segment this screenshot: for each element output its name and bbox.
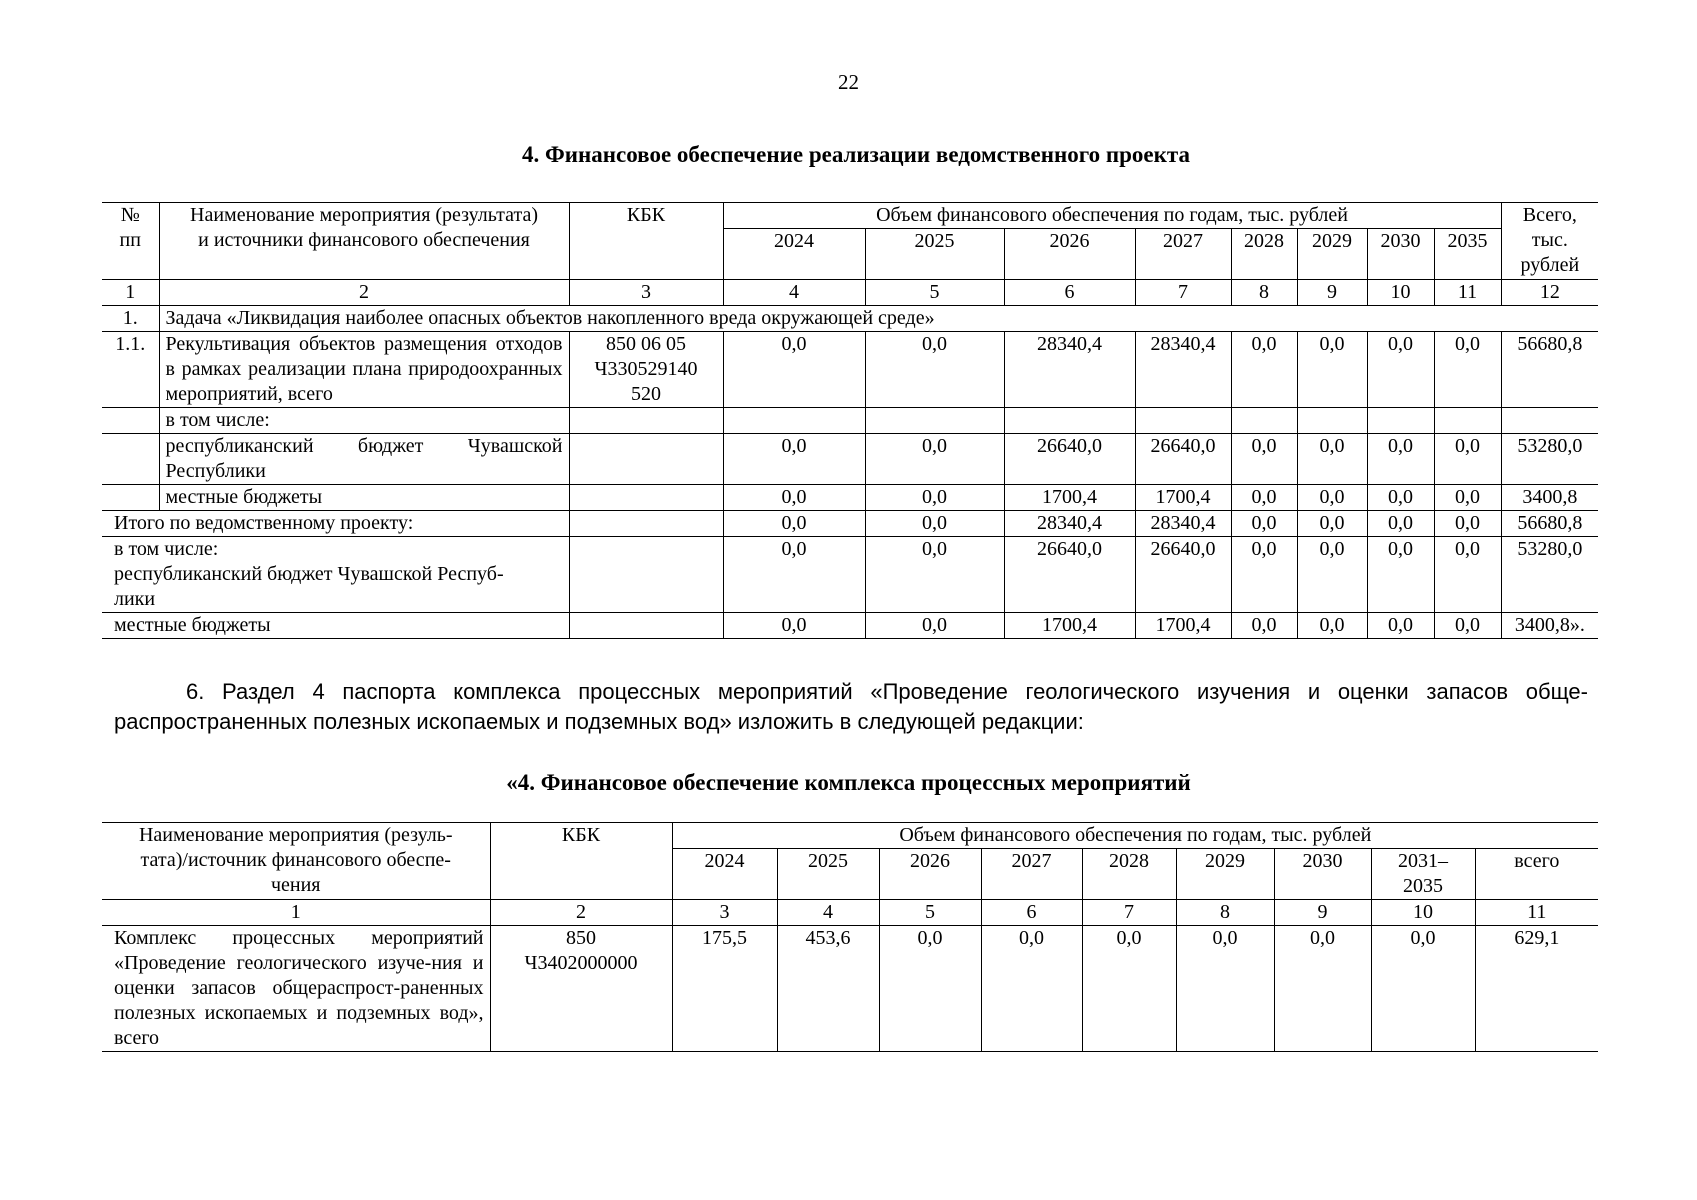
value-cell: 28340,4 — [1135, 332, 1231, 408]
value-cell: 1700,4 — [1004, 613, 1135, 639]
page-number: 22 — [838, 70, 859, 94]
value-cell: 0,0 — [1434, 511, 1501, 537]
value-cell: 28340,4 — [1004, 332, 1135, 408]
value-cell: 0,0 — [723, 485, 865, 511]
value-cell: 0,0 — [723, 332, 865, 408]
value-cell: 0,0 — [1297, 485, 1367, 511]
value-cell — [1135, 408, 1231, 434]
summary-row — [102, 511, 1598, 537]
table-row — [102, 926, 1598, 1052]
row-kbk: 850 Ч3402000000 — [490, 926, 672, 1052]
value-cell: 0,0 — [1367, 537, 1434, 613]
header-year: 2024 — [723, 229, 865, 280]
row-total: 53280,0 — [1501, 434, 1598, 485]
col-number: 11 — [1475, 900, 1598, 926]
header-year: 2031– 2035 — [1371, 849, 1475, 900]
col-number: 7 — [1082, 900, 1176, 926]
row-total: 3400,8 — [1501, 485, 1598, 511]
header-year: 2027 — [1135, 229, 1231, 280]
summary-total: 3400,8». — [1501, 613, 1598, 639]
value-cell: 0,0 — [1297, 537, 1367, 613]
value-cell: 0,0 — [1297, 332, 1367, 408]
value-cell: 1700,4 — [1135, 613, 1231, 639]
value-cell: 0,0 — [1434, 537, 1501, 613]
value-cell: 0,0 — [865, 537, 1004, 613]
section2-title: «4. Финансовое обеспечение комплекса процессных мероприятий — [506, 770, 1191, 795]
value-cell: 0,0 — [723, 613, 865, 639]
table-row — [102, 485, 1598, 511]
header-year: 2035 — [1434, 229, 1501, 280]
col-number: 1 — [102, 280, 159, 306]
row-num — [102, 434, 159, 485]
header-year: 2030 — [1274, 849, 1371, 900]
row-kbk: 850 06 05 Ч330529140 520 — [569, 332, 723, 408]
header-year: 2029 — [1297, 229, 1367, 280]
value-cell: 0,0 — [1434, 332, 1501, 408]
row-total: 56680,8 — [1501, 332, 1598, 408]
value-cell — [1231, 408, 1297, 434]
header-year: 2027 — [981, 849, 1082, 900]
header-total: всего — [1475, 849, 1598, 900]
table-row — [102, 332, 1598, 408]
value-cell: 0,0 — [865, 511, 1004, 537]
header-volume: Объем финансового обеспечения по годам, тыс. рублей — [723, 203, 1501, 229]
row-name: Комплекс процессных мероприятий «Проведение геологического изуче-ния и оценки запасов общераспрост-раненных полезных ископаемых и подземных вод», всего — [102, 926, 490, 1052]
value-cell: 28340,4 — [1004, 511, 1135, 537]
summary-kbk — [569, 511, 723, 537]
value-cell: 0,0 — [1176, 926, 1274, 1052]
summary-name: местные бюджеты — [102, 613, 569, 639]
col-number: 11 — [1434, 280, 1501, 306]
value-cell: 0,0 — [1231, 613, 1297, 639]
value-cell: 0,0 — [865, 613, 1004, 639]
value-cell: 0,0 — [723, 511, 865, 537]
col-number: 2 — [159, 280, 569, 306]
value-cell: 0,0 — [1367, 332, 1434, 408]
project-financing-table — [102, 202, 1598, 639]
section1-title: 4. Финансовое обеспечение реализации ведомственного проекта — [522, 142, 1190, 167]
value-cell: 0,0 — [723, 537, 865, 613]
value-cell: 0,0 — [981, 926, 1082, 1052]
value-cell: 26640,0 — [1004, 434, 1135, 485]
header-volume: Объем финансового обеспечения по годам, тыс. рублей — [672, 823, 1598, 849]
summary-total: 53280,0 — [1501, 537, 1598, 613]
value-cell: 0,0 — [1231, 434, 1297, 485]
header-year: 2029 — [1176, 849, 1274, 900]
header-kbk: КБК — [490, 823, 672, 900]
value-cell: 0,0 — [1434, 613, 1501, 639]
col-number: 8 — [1176, 900, 1274, 926]
col-number: 6 — [1004, 280, 1135, 306]
header-year: 2028 — [1082, 849, 1176, 900]
col-number: 2 — [490, 900, 672, 926]
col-number: 1 — [102, 900, 490, 926]
task-row — [102, 306, 1598, 332]
row-kbk — [569, 485, 723, 511]
col-number: 9 — [1297, 280, 1367, 306]
value-cell — [723, 408, 865, 434]
value-cell: 0,0 — [1371, 926, 1475, 1052]
header-year: 2026 — [1004, 229, 1135, 280]
column-numbers-row — [102, 280, 1598, 306]
col-number: 4 — [723, 280, 865, 306]
value-cell — [1297, 408, 1367, 434]
value-cell: 0,0 — [1231, 537, 1297, 613]
paragraph-text: 6. Раздел 4 паспорта комплекса процессных мероприятий «Проведение геологического изучения и оценки запасов обще-распространенных полезных ископаемых и подземных вод» изложить в следующей редакции: — [114, 679, 1588, 734]
value-cell: 0,0 — [1231, 332, 1297, 408]
value-cell — [865, 408, 1004, 434]
col-number: 4 — [777, 900, 879, 926]
value-cell: 0,0 — [865, 485, 1004, 511]
col-number: 12 — [1501, 280, 1598, 306]
row-num — [102, 485, 159, 511]
col-number: 10 — [1367, 280, 1434, 306]
header-year: 2025 — [777, 849, 879, 900]
value-cell: 0,0 — [1231, 511, 1297, 537]
value-cell: 26640,0 — [1135, 537, 1231, 613]
value-cell — [1434, 408, 1501, 434]
row-kbk — [569, 408, 723, 434]
row-num: 1.1. — [102, 332, 159, 408]
value-cell: 0,0 — [1082, 926, 1176, 1052]
value-cell: 0,0 — [1297, 613, 1367, 639]
col-number: 5 — [879, 900, 981, 926]
value-cell: 0,0 — [1434, 434, 1501, 485]
value-cell: 0,0 — [1367, 613, 1434, 639]
header-year: 2026 — [879, 849, 981, 900]
header-name: Наименование мероприятия (резуль- тата)/источник финансового обеспе- чения — [102, 823, 490, 900]
summary-row — [102, 613, 1598, 639]
value-cell: 0,0 — [1297, 434, 1367, 485]
header-year: 2028 — [1231, 229, 1297, 280]
col-number: 8 — [1231, 280, 1297, 306]
header-year: 2025 — [865, 229, 1004, 280]
col-number: 3 — [569, 280, 723, 306]
row-num — [102, 408, 159, 434]
value-cell: 0,0 — [1367, 511, 1434, 537]
summary-name: в том числе: республиканский бюджет Чувашской Респуб- лики — [102, 537, 569, 613]
header-year: 2024 — [672, 849, 777, 900]
header-kbk: КБК — [569, 203, 723, 280]
summary-kbk — [569, 613, 723, 639]
value-cell: 0,0 — [1367, 485, 1434, 511]
task-num: 1. — [102, 306, 159, 332]
amendment-paragraph — [114, 677, 1588, 737]
row-name: в том числе: — [159, 408, 569, 434]
col-number: 9 — [1274, 900, 1371, 926]
value-cell: 26640,0 — [1004, 537, 1135, 613]
col-number: 5 — [865, 280, 1004, 306]
value-cell — [1367, 408, 1434, 434]
value-cell: 0,0 — [1367, 434, 1434, 485]
value-cell: 1700,4 — [1135, 485, 1231, 511]
col-number: 6 — [981, 900, 1082, 926]
value-cell: 0,0 — [723, 434, 865, 485]
row-total — [1501, 408, 1598, 434]
summary-name: Итого по ведомственному проекту: — [102, 511, 569, 537]
row-name: местные бюджеты — [159, 485, 569, 511]
summary-row — [102, 537, 1598, 613]
table-row — [102, 434, 1598, 485]
row-kbk — [569, 434, 723, 485]
header-total: Всего, тыс. рублей — [1501, 203, 1598, 280]
value-cell: 175,5 — [672, 926, 777, 1052]
row-name: республиканский бюджет Чувашской Республики — [159, 434, 569, 485]
value-cell: 0,0 — [865, 332, 1004, 408]
header-name: Наименование мероприятия (результата) и источники финансового обеспечения — [159, 203, 569, 280]
value-cell: 1700,4 — [1004, 485, 1135, 511]
row-total: 629,1 — [1475, 926, 1598, 1052]
header-num: № пп — [102, 203, 159, 280]
value-cell: 453,6 — [777, 926, 879, 1052]
process-financing-table — [102, 822, 1598, 1052]
col-number: 3 — [672, 900, 777, 926]
value-cell — [1004, 408, 1135, 434]
summary-total: 56680,8 — [1501, 511, 1598, 537]
value-cell: 0,0 — [1434, 485, 1501, 511]
value-cell: 0,0 — [865, 434, 1004, 485]
value-cell: 0,0 — [1297, 511, 1367, 537]
table-row — [102, 408, 1598, 434]
column-numbers-row — [102, 900, 1598, 926]
summary-kbk — [569, 537, 723, 613]
header-year: 2030 — [1367, 229, 1434, 280]
value-cell: 0,0 — [1274, 926, 1371, 1052]
col-number: 7 — [1135, 280, 1231, 306]
task-text: Задача «Ликвидация наиболее опасных объектов накопленного вреда окружающей среде» — [159, 306, 1598, 332]
value-cell: 0,0 — [879, 926, 981, 1052]
value-cell: 26640,0 — [1135, 434, 1231, 485]
value-cell: 0,0 — [1231, 485, 1297, 511]
value-cell: 28340,4 — [1135, 511, 1231, 537]
row-name: Рекультивация объектов размещения отходов в рамках реализации плана природоохранных мероприятий, всего — [159, 332, 569, 408]
col-number: 10 — [1371, 900, 1475, 926]
